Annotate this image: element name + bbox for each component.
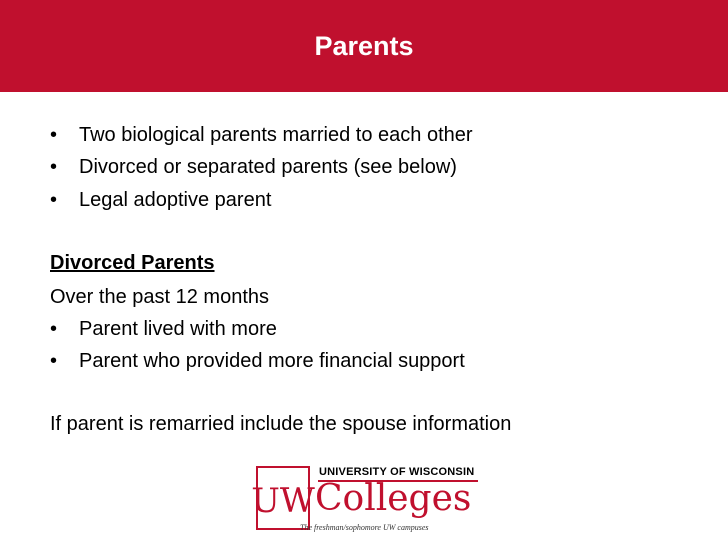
bullet-text: Divorced or separated parents (see below) — [79, 156, 457, 178]
section-heading: Divorced Parents — [50, 252, 215, 274]
bullet-icon: • — [50, 156, 58, 178]
logo-university-text: UNIVERSITY OF WISCONSIN — [319, 466, 475, 478]
logo-colleges-text: Colleges — [315, 478, 472, 519]
logo-tagline: The freshman/sophomore UW campuses — [300, 523, 429, 532]
bullet-icon: • — [50, 189, 58, 211]
bullet-icon: • — [50, 350, 58, 372]
bullet-icon: • — [50, 318, 58, 340]
bullet-text: Two biological parents married to each other — [79, 124, 473, 146]
closing-note: If parent is remarried include the spouse information — [50, 413, 512, 435]
slide-title: Parents — [314, 31, 414, 61]
section-intro: Over the past 12 months — [50, 286, 270, 308]
bullet-icon: • — [50, 124, 58, 146]
bullet-text: Legal adoptive parent — [79, 189, 272, 211]
bullet-text: Parent who provided more financial support — [79, 350, 465, 372]
uw-logo-icon — [251, 466, 315, 530]
bullet-text: Parent lived with more — [79, 318, 277, 340]
uw-colleges-logo — [251, 463, 486, 543]
logo-mark-letters: UW — [251, 481, 315, 521]
